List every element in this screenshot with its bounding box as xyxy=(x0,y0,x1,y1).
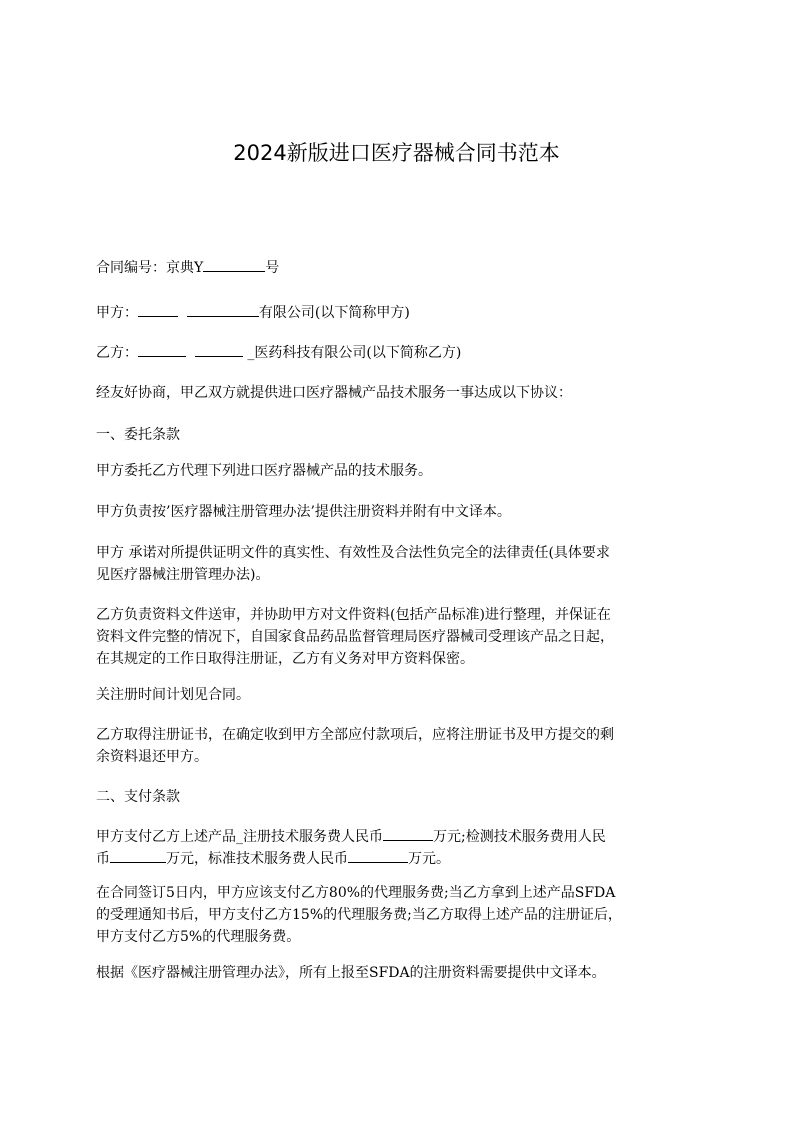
section1-paragraph-3 xyxy=(96,542,696,586)
section2-p2-line-2: 的受理通知书后，甲方支付乙方15%的代理服务费;当乙方取得上述产品的注册证后， xyxy=(96,907,622,923)
section1-p6-line-2: 余资料退还甲方。 xyxy=(96,749,208,765)
party-b-suffix: _医药科技有限公司(以下简称乙方) xyxy=(247,345,462,361)
unit-text: 万元。 xyxy=(408,851,450,867)
party-a-suffix: 有限公司(以下简称甲方) xyxy=(258,305,410,321)
service-fee-blank xyxy=(383,826,433,841)
testing-fee-text: 万元;检测技术服务费用人民 xyxy=(433,829,606,845)
section2-paragraph-3: 根据《医疗器械注册管理办法》，所有上报至SFDA的注册资料需要提供中文译本。 xyxy=(96,965,606,981)
intro-paragraph: 经友好协商，甲乙双方就提供进口医疗器械产品技术服务一事达成以下协议： xyxy=(96,385,572,401)
currency-text: 币 xyxy=(96,851,110,867)
party-a-label: 甲方： xyxy=(96,305,138,321)
service-fee-text: 甲方支付乙方上述产品_注册技术服务费人民币 xyxy=(96,829,383,845)
section1-p6-line-1: 乙方取得注册证书，在确定收到甲方全部应付款项后，应将注册证书及甲方提交的剩 xyxy=(96,727,614,743)
section1-paragraph-4 xyxy=(96,604,696,670)
section1-p4-line-2: 资料文件完整的情况下，自国家食品药品监督管理局医疗器械司受理该产品之日起， xyxy=(96,629,614,645)
party-a-line xyxy=(96,302,696,324)
section1-p3-line-1: 甲方 承诺对所提供证明文件的真实性、有效性及合法性负完全的法律责任(具体要求 xyxy=(96,545,610,561)
section1-p3-line-2: 见医疗器械注册管理办法)。 xyxy=(96,567,270,583)
section1-paragraph-5: 关注册时间计划见合同。 xyxy=(96,687,250,703)
party-b-blank-2 xyxy=(195,342,243,357)
section2-p2-line-1: 在合同签订5日内，甲方应该支付乙方80%的代理服务费;当乙方拿到上述产品SFDA xyxy=(96,885,616,901)
contract-number-blank xyxy=(203,257,265,272)
standard-fee-blank xyxy=(348,848,408,863)
testing-fee-blank xyxy=(110,848,166,863)
section2-p2-line-3: 甲方支付乙方5%的代理服务费。 xyxy=(96,929,301,945)
section1-paragraph-1: 甲方委托乙方代理下列进口医疗器械产品的技术服务。 xyxy=(96,463,432,479)
standard-fee-text: 万元，标准技术服务费人民币 xyxy=(166,851,348,867)
contract-number-suffix: 号 xyxy=(265,260,280,276)
section2-paragraph-1 xyxy=(96,826,696,870)
section1-p4-line-1: 乙方负责资料文件送审，并协助甲方对文件资料(包括产品标准)进行整理，并保证在 xyxy=(96,607,611,623)
section2-paragraph-2 xyxy=(96,882,696,948)
contract-number-label: 合同编号：京典Y xyxy=(96,260,204,276)
party-a-blank-2 xyxy=(187,302,259,317)
section2-heading: 二、支付条款 xyxy=(96,789,180,805)
party-b-label: 乙方： xyxy=(96,345,138,361)
section2-p1-line-1 xyxy=(96,826,696,848)
document-title: 2024新版进口医疗器械合同书范本 xyxy=(233,141,560,165)
section1-heading: 一、委托条款 xyxy=(96,427,180,443)
section1-p4-line-3: 在其规定的工作日取得注册证，乙方有义务对甲方资料保密。 xyxy=(96,651,474,667)
section2-p1-line-2 xyxy=(96,848,696,870)
party-b-blank-1 xyxy=(138,342,186,357)
party-b-line xyxy=(96,342,696,364)
contract-number-line xyxy=(96,257,696,279)
section1-paragraph-6 xyxy=(96,724,696,768)
party-a-blank-1 xyxy=(138,302,178,317)
section1-paragraph-2: 甲方负责按’医疗器械注册管理办法’提供注册资料并附有中文译本。 xyxy=(96,504,511,520)
